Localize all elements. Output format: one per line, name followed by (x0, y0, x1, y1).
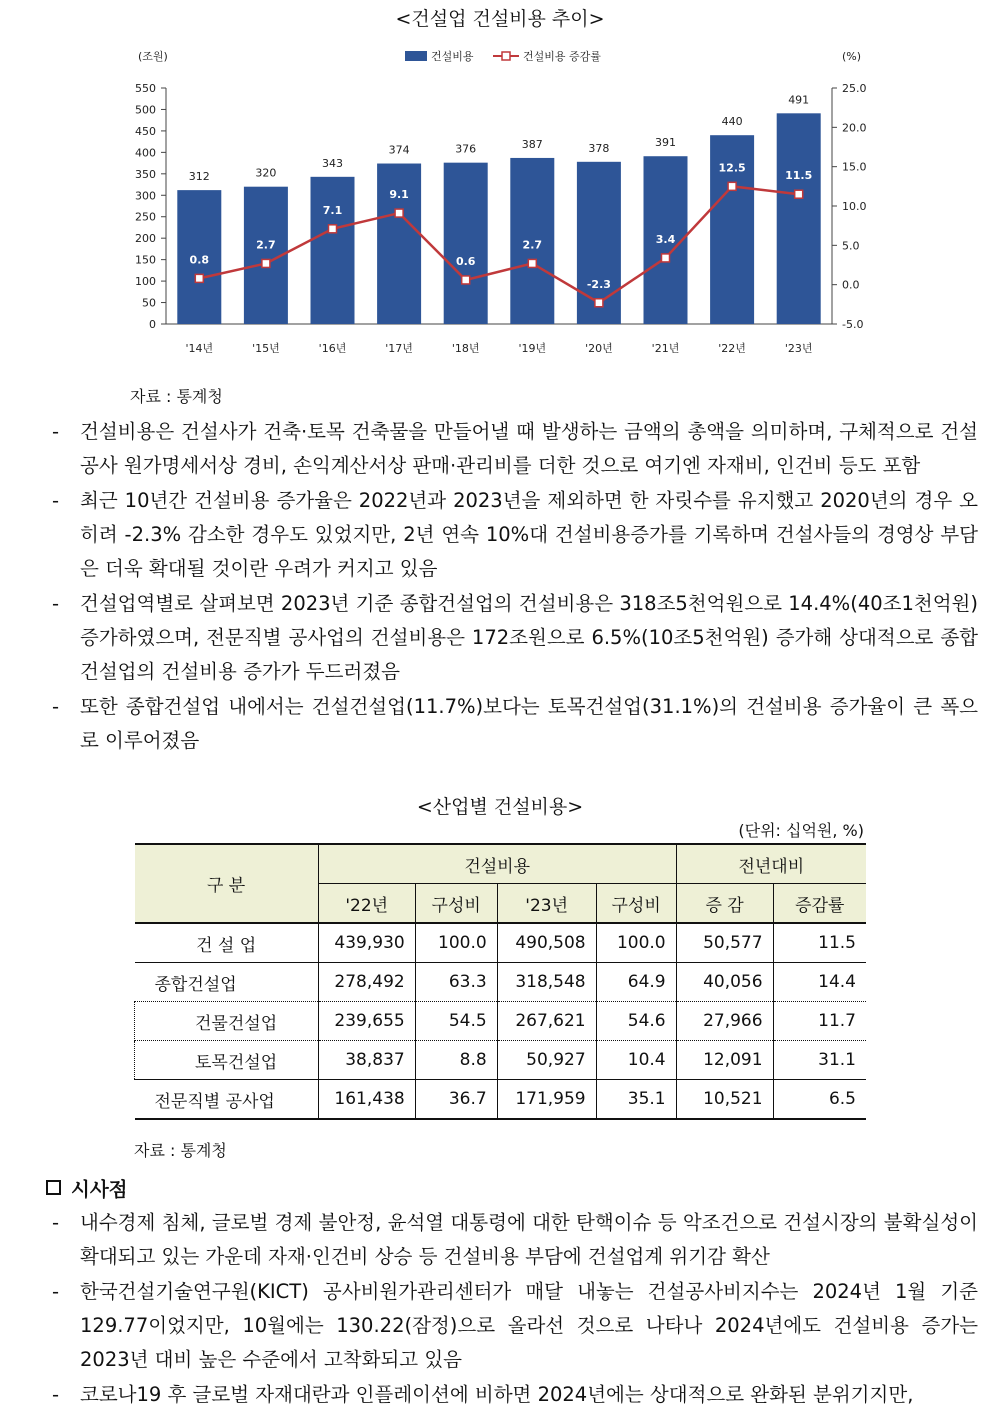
right-tick-label: 0.0 (842, 278, 860, 292)
right-tick-label: 15.0 (842, 160, 867, 174)
header-22: '22년 (318, 884, 415, 924)
table-row: 건물건설업 239,655 54.5 267,621 54.6 27,966 11.7 (135, 1002, 867, 1041)
bullet-list-2 (52, 1206, 978, 1412)
bullet-item: - 한국건설기술연구원(KICT) 공사비원가관리센터가 매달 내놓는 건설공사비지수는 2024년 1월 기준 129.77이었지만, 10월에는 130.22(잠정)으로 올라선 것으로 나타나 2024년에도 건설비용 증가는 2023년 대비 높은 수준에서 고착화되고 있음 (52, 1280, 978, 1371)
square-bullet-icon (46, 1180, 61, 1195)
line-value-label: 7.1 (322, 203, 343, 217)
x-tick-label: '21년 (651, 342, 680, 355)
line-point (329, 225, 337, 233)
left-tick-label: 200 (135, 232, 156, 246)
line-point (262, 259, 270, 267)
legend-bar-swatch (405, 51, 427, 61)
header-gubun: 구 분 (135, 844, 319, 923)
x-tick-label: '22년 (718, 342, 746, 355)
right-tick-label: 25.0 (842, 82, 867, 95)
industry-cost-table (134, 843, 866, 1120)
table-row: 종합건설업 278,492 63.3 318,548 64.9 40,056 14.4 (135, 963, 867, 1002)
x-tick-label: '20년 (585, 342, 613, 355)
growth-rate-line (199, 186, 798, 302)
header-23: '23년 (497, 884, 596, 924)
line-point (728, 182, 736, 190)
bar-value-label: 343 (322, 156, 343, 170)
line-point (662, 254, 670, 262)
bullet-item: - 또한 종합건설업 내에서는 건설건설업(11.7%)보다는 토목건설업(31.1%)의 건설비용 증가율이 큰 폭으로 이루어졌음 (52, 695, 978, 752)
header-rate: 증감률 (773, 884, 866, 924)
bar-value-label: 312 (188, 170, 210, 184)
line-value-label: 11.5 (785, 169, 813, 183)
bar-value-label: 391 (655, 136, 676, 150)
left-tick-label: 150 (135, 253, 156, 267)
line-value-label: 2.7 (522, 238, 543, 252)
right-tick-label: -5.0 (842, 318, 864, 331)
header-diff: 증 감 (676, 884, 773, 924)
table-title: <산업별 건설비용> (416, 796, 584, 818)
x-tick-label: '16년 (318, 342, 347, 355)
line-value-label: 9.1 (389, 188, 409, 202)
left-tick-label: 250 (135, 210, 156, 224)
x-tick-label: '23년 (784, 342, 813, 355)
x-tick-label: '18년 (451, 342, 480, 355)
bullet-item: - 코로나19 후 글로벌 자재대란과 인플레이션에 비하면 2024년에는 상대적으로 완화된 분위기지만, (52, 1383, 914, 1406)
line-value-label: 2.7 (256, 238, 276, 252)
right-unit-label: (%) (842, 50, 862, 63)
table-source: 자료 : 통계청 (134, 1141, 227, 1160)
bullet-item: - 건설업역별로 살펴보면 2023년 기준 종합건설업의 건설비용은 318조5천억원으로 14.4%(40조1천억원) 증가하였으며, 전문직별 공사업의 건설비용은 172조원으로 6.5%(10조5천억원) 증가해 상대적으로 종합건설업의 건설비용 증가가 두드러졌음 (52, 592, 978, 683)
line-point (595, 299, 603, 307)
left-tick-label: 0 (149, 318, 156, 331)
header-share23: 구성비 (596, 884, 676, 924)
bar (444, 163, 488, 324)
table-unit: (단위: 십억원, %) (738, 821, 864, 840)
bar-value-label: 376 (455, 142, 477, 156)
x-tick-label: '17년 (385, 342, 413, 355)
table-row: 전문직별 공사업 161,438 36.7 171,959 35.1 10,521 6.5 (135, 1080, 867, 1120)
bar (311, 177, 355, 324)
line-value-label: 12.5 (718, 161, 746, 175)
header-share22: 구성비 (415, 884, 497, 924)
table-row: 토목건설업 38,837 8.8 50,927 10.4 12,091 31.1 (135, 1041, 867, 1080)
line-value-label: 3.4 (655, 232, 676, 246)
left-tick-label: 550 (135, 82, 156, 95)
construction-cost-chart (0, 38, 1000, 368)
bar (777, 113, 821, 324)
left-tick-label: 50 (142, 296, 156, 310)
right-tick-label: 5.0 (842, 239, 860, 253)
x-tick-label: '19년 (518, 342, 547, 355)
right-tick-label: 10.0 (842, 200, 867, 213)
left-tick-label: 450 (135, 124, 156, 138)
chart-title: <건설업 건설비용 추이> (395, 8, 605, 30)
bar-value-label: 491 (788, 93, 810, 107)
line-point (395, 209, 403, 217)
left-tick-label: 350 (135, 167, 156, 181)
left-tick-label: 100 (135, 275, 156, 289)
legend-bar-label: 건설비용 (431, 50, 474, 63)
bullet-item: - 최근 10년간 건설비용 증가율은 2022년과 2023년을 제외하면 한 자릿수를 유지했고 2020년의 경우 오히려 -2.3% 감소한 경우도 있었지만, 2년 연속 10%대 건설비용증가를 기록하며 건설사들의 경영상 부담은 더욱 확대될 것이란 우려가 커지고 있음 (52, 489, 978, 580)
bar-value-label: 374 (388, 143, 410, 157)
right-tick-label: 20.0 (842, 121, 867, 135)
line-point (462, 276, 470, 284)
x-tick-label: '15년 (252, 342, 280, 355)
table-row: 건 설 업 439,930 100.0 490,508 100.0 50,577 11.5 (135, 923, 867, 963)
bar-value-label: 387 (521, 137, 543, 151)
bar-value-label: 320 (255, 166, 277, 180)
left-tick-label: 300 (135, 189, 156, 203)
legend-line-label: 건설비용 증감률 (523, 50, 601, 63)
left-unit-label: (조원) (138, 50, 168, 63)
line-value-label: 0.6 (455, 254, 476, 268)
header-yoy: 전년대비 (676, 844, 866, 884)
line-value-label: 0.8 (189, 253, 210, 267)
line-point (528, 259, 536, 267)
bullet-list-1 (52, 415, 978, 758)
line-point (795, 190, 803, 198)
bullet-item: - 내수경제 침체, 글로벌 경제 불안정, 윤석열 대통령에 대한 탄핵이슈 등 악조건으로 건설시장의 불확실성이 확대되고 있는 가운데 자재·인건비 상승 등 건설비용 부담에 건설업계 위기감 확산 (52, 1211, 978, 1268)
line-point (195, 274, 203, 282)
chart-source: 자료 : 통계청 (130, 387, 223, 406)
header-cost: 건설비용 (318, 844, 676, 884)
section-title: 시사점 (46, 1174, 128, 1202)
left-tick-label: 500 (135, 103, 156, 117)
line-value-label: -2.3 (586, 277, 611, 291)
bar-value-label: 378 (588, 141, 610, 155)
left-tick-label: 400 (135, 146, 156, 160)
legend-line-marker (502, 52, 510, 60)
x-tick-label: '14년 (185, 342, 214, 355)
bullet-item: - 건설비용은 건설사가 건축·토목 건축물을 만들어낼 때 발생하는 금액의 총액을 의미하며, 구체적으로 건설공사 원가명세서상 경비, 손익계산서상 판매·관리비를 더한 것으로 여기엔 자재비, 인건비 등도 포함 (52, 420, 978, 477)
bar-value-label: 440 (721, 115, 743, 129)
